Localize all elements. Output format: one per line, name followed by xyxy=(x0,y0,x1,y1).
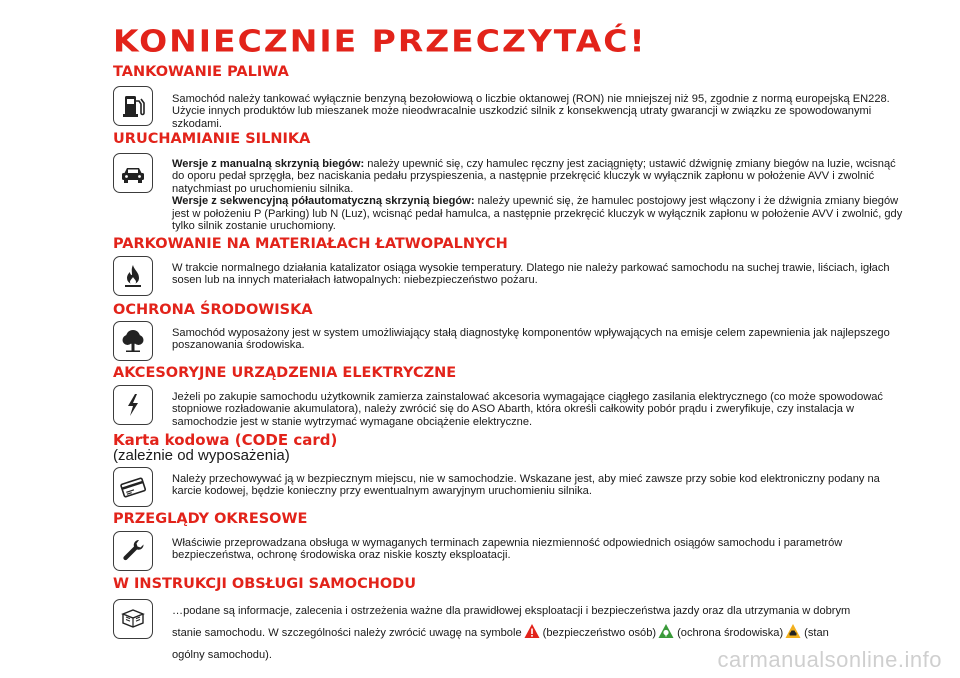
page-title: KONIECZNIE PRZECZYTAĆ! xyxy=(113,23,647,59)
heading-manual: W INSTRUKCJI OBSŁUGI SAMOCHODU xyxy=(113,576,416,592)
text-sequential: należy upewnić się, że hamulec postojowy jest włączony i że dźwignia zmiany biegów jest w położeniu P (Parking) lub N (Luz), wcisnąć pedał hamulca, a następnie przekręcić kluczyk w wyłącznik zapłonu w położenie AVV i zwolnić, gdy tylko silnik zostanie uruchomiony. xyxy=(172,195,903,233)
heading-accessories: AKCESORYJNE URZĄDZENIA ELEKTRYCZNE xyxy=(113,365,457,381)
code-card-icon xyxy=(113,467,153,507)
manual-line-2 xyxy=(172,622,905,644)
lightning-icon xyxy=(113,385,153,425)
watermark: carmanualsonline.info xyxy=(717,647,942,672)
label-sequential: Wersje z sekwencyjną półautomatyczną skrzynią biegów: xyxy=(172,195,475,208)
heading-service: PRZEGLĄDY OKRESOWE xyxy=(113,511,308,527)
text-code-card: Należy przechowywać ją w bezpiecznym miejscu, nie w samochodzie. Wskazane jest, aby mieć zawsze przy sobie kod elektroniczny podany na karcie kodowej, będzie konieczny przy ewentualnym awaryjnym uruchomieniu silnika. xyxy=(172,473,880,498)
text-parking: W trakcie normalnego działania katalizator osiąga wysokie temperatury. Dlatego nie należy parkować samochodu na suchej trawie, liściach, igłach sosen lub na innych materiałach łatwopalnych: niebezpieczeństwo pożaru. xyxy=(172,262,890,287)
label-manual: Wersje z manualną skrzynią biegów: xyxy=(172,158,365,170)
heading-start: URUCHAMIANIE SILNIKA xyxy=(113,131,311,147)
text-start xyxy=(172,158,905,232)
heading-code-card: Karta kodowa (CODE card) xyxy=(113,431,338,449)
text-manual: należy upewnić się, czy hamulec ręczny jest zaciągnięty; ustawić dźwignię zmiany biegów na luzie, wcisnąć do oporu pedał sprzęgła, bez naciskania pedału przyspieszenia, a następnie przekręcić kluczyk w wyłącznik zapłonu w położenie AVV i zwolnić natychmiast po uruchomieniu silnika. xyxy=(172,158,896,195)
flame-icon xyxy=(113,256,153,296)
manual-line-3: ogólny samochodu). xyxy=(172,649,272,661)
manual-line-2d: (stan xyxy=(804,627,829,639)
manual-line-2a: stanie samochodu. W szczególności należy zwrócić uwagę na symbole xyxy=(172,627,522,639)
text-environment: Samochód wyposażony jest w system umożliwiający stałą diagnostykę komponentów wpływających na emisje celem zapewnienia jak najlepszego poszanowania środowiska. xyxy=(172,327,890,352)
manual-line-2c: (ochrona środowiska) xyxy=(677,627,784,639)
heading-environment: OCHRONA ŚRODOWISKA xyxy=(113,302,313,318)
subheading-code-card: (zależnie od wyposażenia) xyxy=(113,447,290,464)
book-icon xyxy=(113,599,153,639)
fuel-pump-icon xyxy=(113,86,153,126)
text-service: Właściwie przeprowadzana obsługa w wymaganych terminach zapewnia niezmienność odpowiednich osiągów samochodu i parametrów bezpieczeństwa, ochronę środowiska oraz niskie koszty eksploatacji. xyxy=(172,537,843,562)
tree-icon xyxy=(113,321,153,361)
warning-person-icon xyxy=(524,623,540,639)
warning-car-icon xyxy=(785,623,801,639)
text-accessories: Jeżeli po zakupie samochodu użytkownik zamierza zainstalować akcesoria wymagające ciągłego zasilania elektrycznego (co może spowodować stopniowe rozładowanie akumulatora), należy zwrócić się do ASO Abarth, która określi całkowity pobór prądu i zweryfikuje, czy instalacja w samochodzie jest w stanie wytrzymać wymagane obciążenie elektryczne. xyxy=(172,391,883,428)
text-fuel: Samochód należy tankować wyłącznie benzyną bezołowiową o liczbie oktanowej (RON) nie mniejszej niż 95, zgodnie z normą europejską EN228. Użycie innych produktów lub mieszanek może nieodwracalnie uszkodzić silnik z konsekwencją utraty gwarancji w związku ze spowodowanymi szkodami. xyxy=(172,93,890,130)
manual-line-2b: (bezpieczeństwo osób) xyxy=(542,627,657,639)
car-icon xyxy=(113,153,153,193)
heading-parking: PARKOWANIE NA MATERIAŁACH ŁATWOPALNYCH xyxy=(113,236,508,252)
manual-line-1: …podane są informacje, zalecenia i ostrzeżenia ważne dla prawidłowej eksploatacji i bezpieczeństwa jazdy oraz dla utrzymania w dobrym xyxy=(172,605,851,617)
warning-environment-icon xyxy=(658,623,674,639)
heading-fuel: TANKOWANIE PALIWA xyxy=(113,64,289,80)
wrench-icon xyxy=(113,531,153,571)
